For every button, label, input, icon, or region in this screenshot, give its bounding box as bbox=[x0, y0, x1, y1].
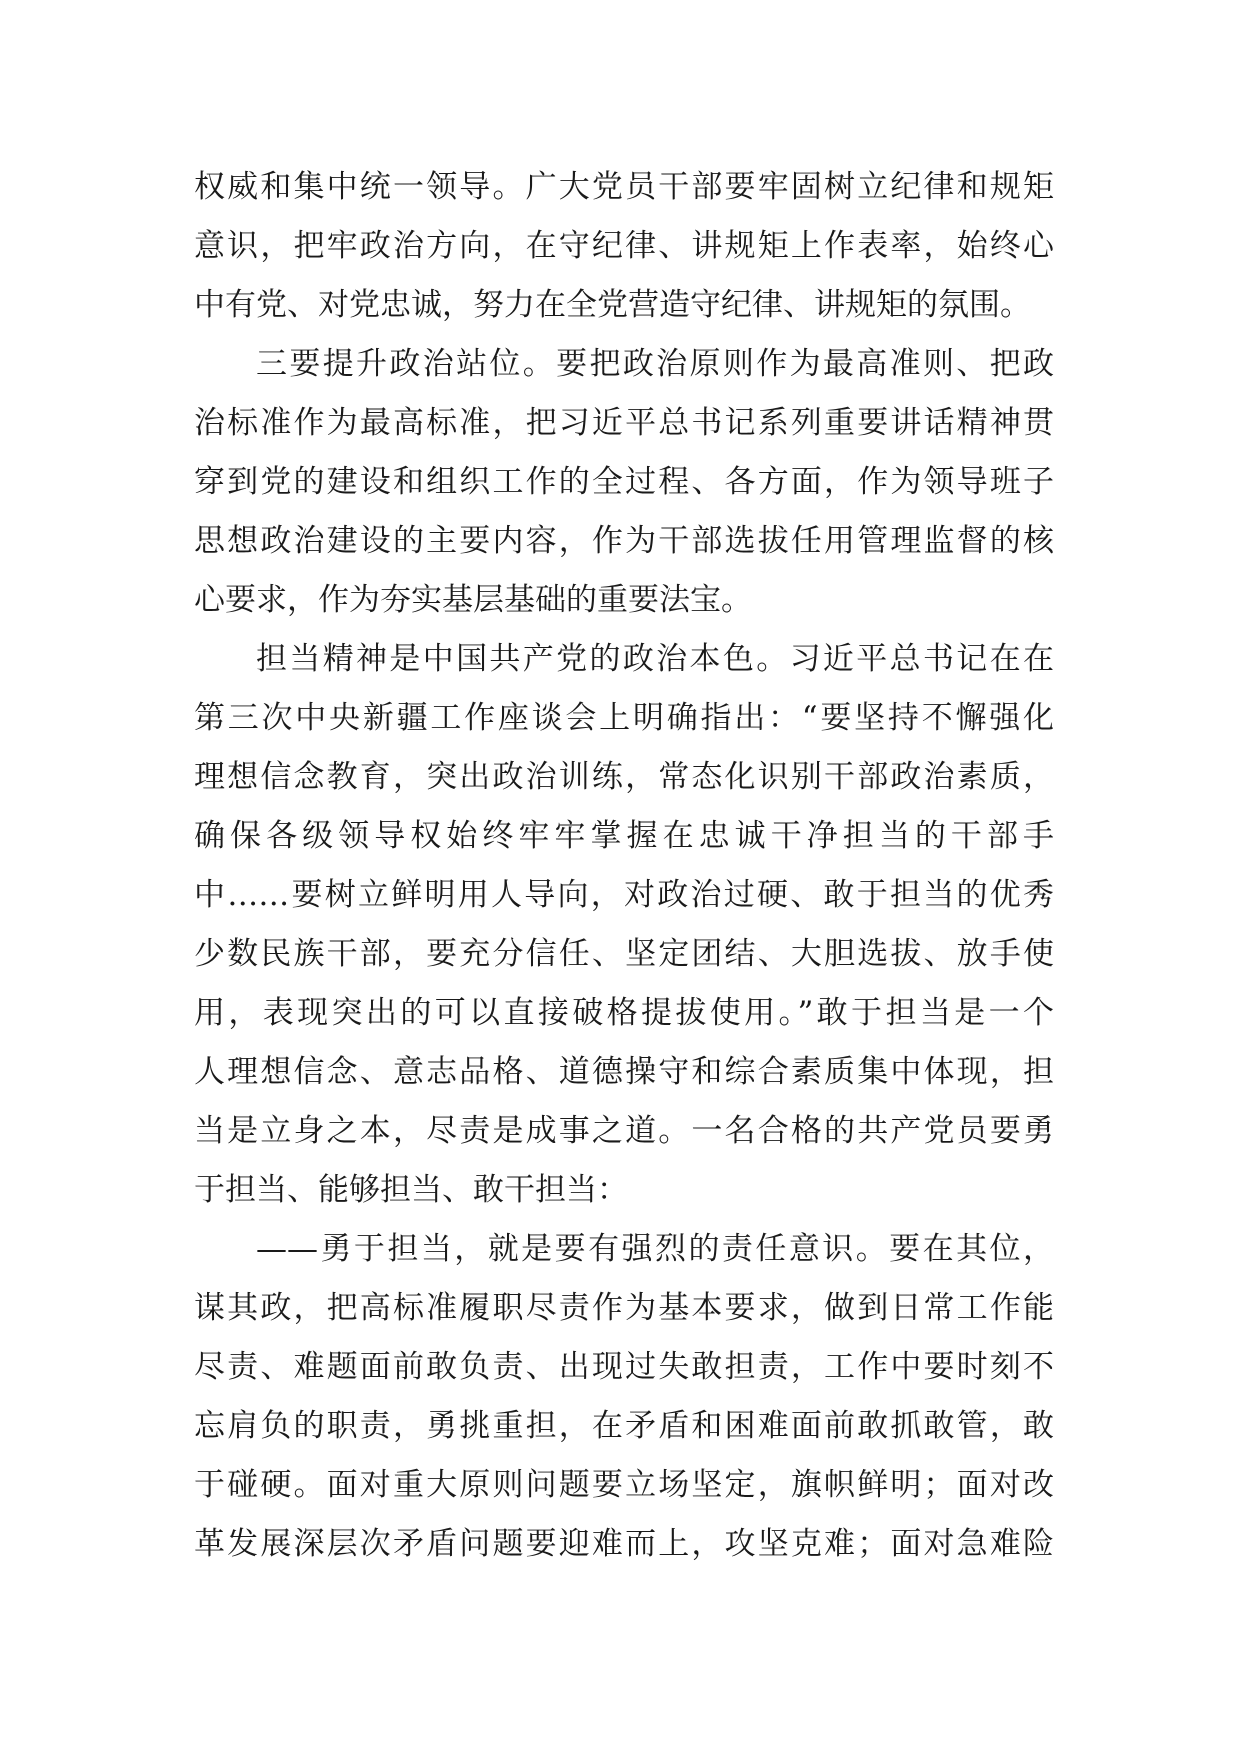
text-line: 尽责、难题面前敢负责、出现过失敢担责，工作中要时刻不 bbox=[194, 1349, 1054, 1385]
text-line: 心要求，作为夯实基层基础的重要法宝。 bbox=[194, 582, 752, 618]
text-line: 担当精神是中国共产党的政治本色。习近平总书记在在 bbox=[256, 641, 1054, 677]
text-line: 确保各级领导权始终牢牢掌握在忠诚干净担当的干部手 bbox=[194, 818, 1054, 854]
text-line: 穿到党的建设和组织工作的全过程、各方面，作为领导班子 bbox=[194, 464, 1054, 500]
text-line: 思想政治建设的主要内容，作为干部选拔任用管理监督的核 bbox=[194, 523, 1054, 559]
text-line: 当是立身之本，尽责是成事之道。一名合格的共产党员要勇 bbox=[194, 1113, 1054, 1149]
text-line: 人理想信念、意志品格、道德操守和综合素质集中体现，担 bbox=[194, 1054, 1054, 1090]
text-line: 用，表现突出的可以直接破格提拔使用。”敢于担当是一个 bbox=[194, 995, 1054, 1031]
text-line: 意识，把牢政治方向，在守纪律、讲规矩上作表率，始终心 bbox=[194, 228, 1054, 264]
body-text bbox=[194, 158, 1054, 1574]
text-line: 中……要树立鲜明用人导向，对政治过硬、敢于担当的优秀 bbox=[194, 877, 1054, 913]
text-line: 中有党、对党忠诚，努力在全党营造守纪律、讲规矩的氛围。 bbox=[194, 287, 1031, 323]
text-line: 于担当、能够担当、敢干担当： bbox=[194, 1172, 628, 1208]
text-line: 理想信念教育，突出政治训练，常态化识别干部政治素质， bbox=[194, 759, 1054, 795]
text-line: 少数民族干部，要充分信任、坚定团结、大胆选拔、放手使 bbox=[194, 936, 1054, 972]
text-line: ——勇于担当，就是要有强烈的责任意识。要在其位， bbox=[256, 1231, 1054, 1267]
text-line: 权威和集中统一领导。广大党员干部要牢固树立纪律和规矩 bbox=[194, 169, 1054, 205]
text-line: 三要提升政治站位。要把政治原则作为最高准则、把政 bbox=[256, 346, 1054, 382]
text-line: 忘肩负的职责，勇挑重担，在矛盾和困难面前敢抓敢管，敢 bbox=[194, 1408, 1054, 1444]
text-line: 革发展深层次矛盾问题要迎难而上，攻坚克难；面对急难险 bbox=[194, 1526, 1054, 1562]
text-line: 于碰硬。面对重大原则问题要立场坚定，旗帜鲜明；面对改 bbox=[194, 1467, 1054, 1503]
text-line: 第三次中央新疆工作座谈会上明确指出：“要坚持不懈强化 bbox=[194, 700, 1054, 736]
text-line: 治标准作为最高标准，把习近平总书记系列重要讲话精神贯 bbox=[194, 405, 1054, 441]
text-line: 谋其政，把高标准履职尽责作为基本要求，做到日常工作能 bbox=[194, 1290, 1054, 1326]
